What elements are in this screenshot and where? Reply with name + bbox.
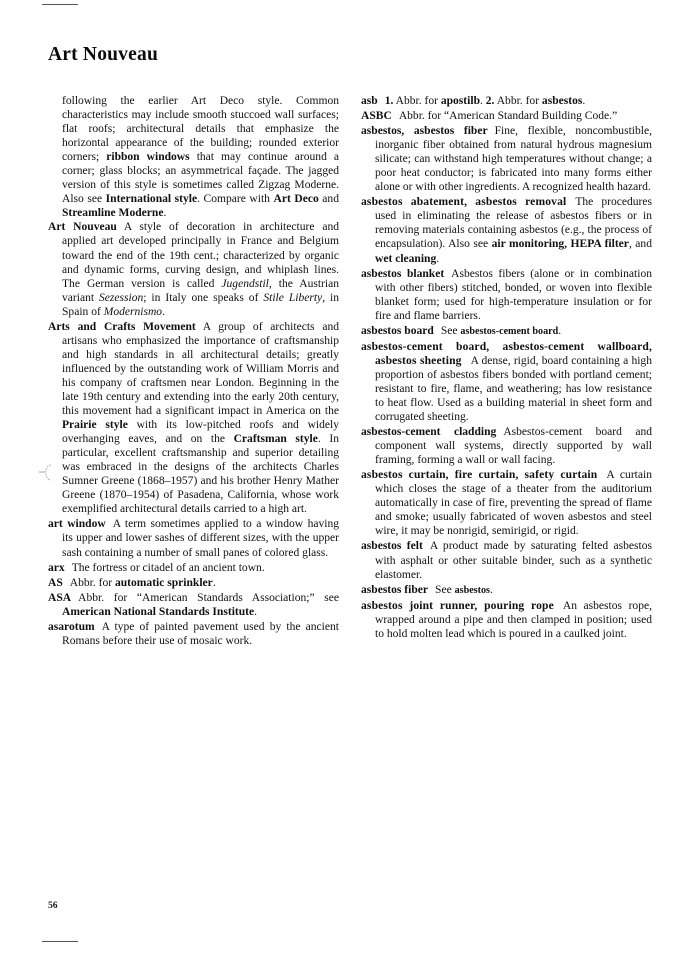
text-run: American National Standards Institute (62, 605, 255, 618)
text-run: , in Spain of (62, 291, 339, 318)
text-run: . (582, 95, 586, 107)
text-run: following the earlier Art Deco style. Common characteristics may include smooth stuccoed wall surfaces; flat roofs; architectural details that emphasize the horizontal appearance of the building; rounded exterior corners; (62, 95, 339, 164)
dictionary-entry (361, 583, 652, 598)
entry-headword: arx (48, 561, 65, 574)
text-run: A curtain which closes the stage of a theater from the auditorium automatically in case of fire, preventing the spread of flame and smoke; usually fabricated of woven asbestos and steel wire, it may be nonrigid, semirigid, or rigid. (375, 469, 652, 538)
dictionary-entry (361, 425, 652, 467)
text-run: that may continue around a corner; glass blocks; an asymmetrical façade. The jagged version of this style is sometimes called Zigzag Moderne. Also see (62, 151, 340, 206)
entry-headword: Art Nouveau (48, 221, 117, 234)
text-run: Modernismo (103, 305, 163, 318)
text-run: asbestos (541, 95, 583, 107)
text-run: asbestos (454, 584, 490, 596)
entry-headword: asbestos abatement, asbestos removal (361, 196, 567, 209)
text-run: Asbestos-cement board and component wall systems, directly supported by wall framing, forming a wall or wall facing. (375, 426, 652, 467)
text-run: Abbr. for (393, 95, 441, 107)
dictionary-entry (361, 599, 652, 641)
text-run: Abbr. for “American Standard Building Code.” (398, 110, 618, 123)
dictionary-entry (48, 620, 339, 648)
right-text-column (361, 94, 652, 894)
page-number: 56 (48, 900, 58, 911)
text-run: . (254, 605, 258, 618)
text-run: apostilb (440, 95, 480, 107)
entry-headword: ASBC (361, 110, 392, 123)
text-run: , and (628, 238, 652, 251)
text-run: Art Deco (273, 193, 319, 206)
text-run: Fine, flexible, noncombustible, inorganic fiber obtained from natural hydrous magnesium silicate; can withstand high temperatures without change; a poor heat conductor; is fabricated into many forms either alone or with other ingredients. A recognized health hazard. (375, 125, 652, 194)
text-run: . (558, 324, 562, 337)
text-run: . (212, 576, 216, 589)
entry-headword: asbestos blanket (361, 267, 445, 280)
top-trim-rule (42, 4, 78, 5)
text-run: automatic sprinkler (114, 576, 213, 589)
text-run: . In particular, excellent craftsmanship and superior detailing was embraced in the designs of the architects Charles Sumner Greene (1868–1957) and his brother Henry Mather Greene (1870–1954) of Pasadena, California, whose work exemplified architectural details carried to a high art. (62, 433, 339, 516)
text-run: A group of architects and artisans who emphasized the importance of craftsmanship and high standards in all architectural details; greatly influenced by the outstanding work of William Morris and his company of craftsmen near London. Beginning in the late 19th century and extending into the early 20th century, this movement had a significant impact in America on the (62, 320, 339, 418)
text-run: wet cleaning (375, 252, 437, 265)
dictionary-entry (48, 220, 339, 318)
text-run: A type of painted pavement used by the ancient Romans before their use of mosaic work. (62, 620, 339, 647)
entry-headword: ASA (48, 591, 72, 604)
text-run: A style of decoration in architecture and applied art developed principally in France and Belgium toward the end of the 19th cent.; characterized by organic and dynamic forms, curving design, and whiplash lines. The German version is called (62, 221, 339, 290)
entry-headword: asbestos-cement board, asbestos-cement wallboard, asbestos sheeting (361, 340, 652, 367)
entry-headword: asbestos curtain, fire curtain, safety curtain (361, 469, 598, 482)
text-run: The procedures used in eliminating the release of asbestos fibers or in removing materials containing asbestos (e.g., the process of encapsulation). Also see (375, 196, 652, 251)
entry-headword: asbestos-cement cladding (361, 426, 497, 439)
text-run: See (435, 583, 455, 596)
text-run: Craftsman style (233, 433, 318, 446)
dictionary-entry (48, 591, 339, 619)
text-run: ; in Italy one speaks of (143, 291, 264, 304)
text-run: Stile Liberty (263, 291, 323, 304)
two-column-text-body (48, 94, 652, 894)
running-head: Art Nouveau (48, 44, 158, 65)
entry-headword: asarotum (48, 620, 95, 633)
text-run: . (480, 95, 486, 107)
text-run: . Compare with (197, 193, 274, 206)
text-run: 1. (384, 95, 394, 107)
entry-headword: asbestos board (361, 324, 434, 337)
text-run: , the Austrian variant (62, 277, 339, 304)
text-run: air monitoring, HEPA filter (491, 238, 629, 251)
text-run: . (436, 252, 440, 265)
entry-headword: art window (48, 518, 106, 531)
text-run: A term sometimes applied to a window having its upper and lower sashes of different sizes, with the upper sash containing a number of small panes of colored glass. (62, 518, 339, 559)
text-run: See (440, 324, 461, 337)
text-run: International style (105, 193, 198, 206)
text-run: with its low-pitched roofs and widely overhanging eaves, and on the (62, 419, 339, 446)
dictionary-entry (361, 267, 652, 323)
entry-headword: AS (48, 576, 63, 589)
dictionary-entry (361, 539, 652, 581)
text-run: Sezession (99, 291, 144, 304)
entry-headword: Arts and Crafts Movement (48, 320, 196, 333)
dictionary-entry (48, 561, 339, 575)
dictionary-entry (48, 517, 339, 559)
dictionary-entry (48, 320, 339, 517)
text-run: ribbon windows (106, 151, 190, 164)
dictionary-entry (361, 94, 652, 108)
entry-headword: asbestos, asbestos fiber (361, 125, 488, 138)
text-run: asbestos-cement board (460, 325, 559, 337)
text-run: Asbestos fibers (alone or in combination with other fibers) stitched, bonded, or woven into flexible blanket form; used for high-temperature insulation or for fire and flame barriers. (375, 267, 652, 322)
dictionary-entry (361, 124, 652, 194)
dictionary-entry (361, 468, 652, 538)
text-run: Abbr. for (494, 95, 542, 107)
text-run: The fortress or citadel of an ancient town. (71, 561, 265, 574)
text-run: . (162, 305, 165, 318)
dictionary-entry (48, 576, 339, 590)
text-run: Jugendstil (221, 277, 269, 290)
dictionary-entry (361, 340, 652, 424)
dictionary-entry (361, 195, 652, 265)
text-run: Abbr. for “American Standards Association;” see (78, 591, 339, 604)
text-run: Abbr. for (69, 576, 115, 589)
text-run: . (163, 207, 167, 220)
text-run: Streamline Moderne (62, 207, 164, 220)
entry-headword: asbestos fiber (361, 583, 429, 596)
text-run: . (489, 583, 493, 596)
entry-headword: asbestos felt (361, 540, 423, 553)
left-text-column (48, 94, 339, 894)
text-run: A product made by saturating felted asbestos with asphalt or other suitable binder, such as a synthetic elastomer. (375, 540, 652, 581)
dictionary-entry (361, 109, 652, 123)
text-run: A dense, rigid, board containing a high proportion of asbestos fibers bonded with portland cement; resistant to fire, flame, and weathering; has low resistance to heat flow. Used as a building material in sheet form and corrugated sheeting. (375, 354, 652, 424)
entry-headword: asbestos joint runner, pouring rope (361, 599, 554, 612)
entry-headword: asb (361, 95, 378, 107)
text-run: and (318, 193, 339, 206)
continued-paragraph (48, 94, 339, 220)
dictionary-entry (361, 324, 652, 339)
text-run: An asbestos rope, wrapped around a pipe and then clamped in position; used to hold molten lead which is poured in a caulked joint. (375, 599, 652, 640)
bottom-trim-rule (42, 941, 78, 942)
text-run: 2. (485, 95, 495, 107)
text-run: Prairie style (62, 419, 128, 432)
